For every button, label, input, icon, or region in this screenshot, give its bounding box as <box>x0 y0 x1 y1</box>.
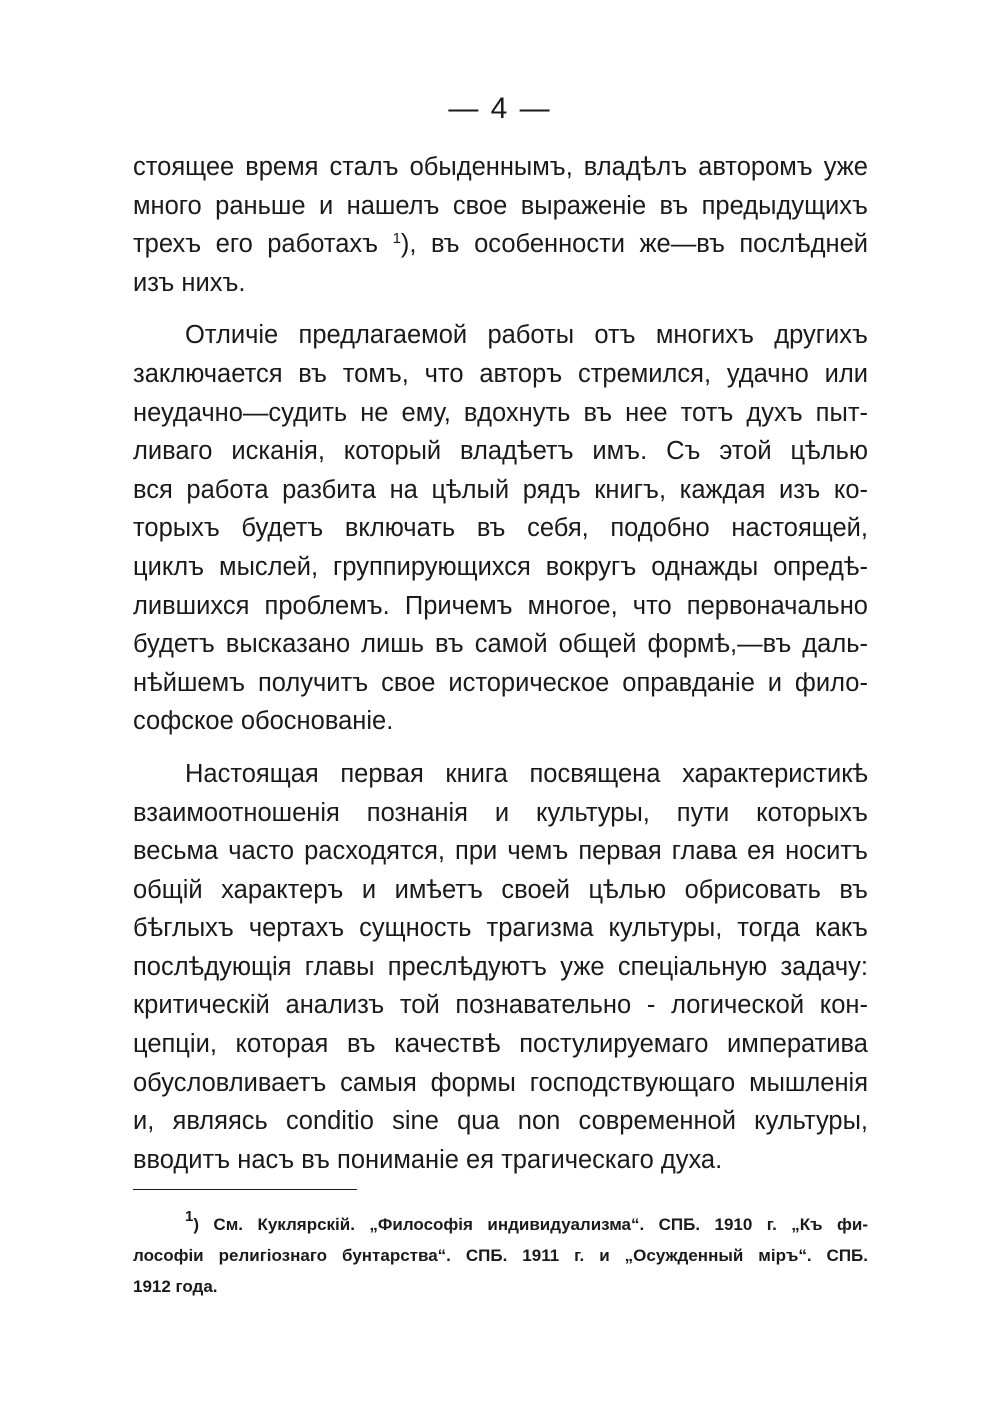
page-number: — 4 — <box>448 92 552 125</box>
text-line: бѣглыхъ чертахъ сущность трагизма культуры, тогда какъ <box>133 914 868 943</box>
text-line: взаимоотношенія познанія и культуры, пути которыхъ <box>133 798 868 827</box>
paragraph-first-book <box>133 755 868 1180</box>
text-line: много раньше и нашелъ свое выраженіе въ предыдущихъ <box>133 191 868 220</box>
footnote <box>133 1209 868 1302</box>
text-line: софское обоснованіе. <box>133 707 394 736</box>
text-line: вся работа разбита на цѣлый рядъ книгъ, каждая изъ ко- <box>133 475 868 504</box>
text-line: Отличіе предлагаемой работы отъ многихъ другихъ <box>185 321 868 350</box>
footnote-line: лософіи религіознаго бунтарства“. СПБ. 1911 г. и „Осужденный міръ“. СПБ. <box>133 1246 868 1265</box>
text-line: лившихся проблемъ. Причемъ многое, что первоначально <box>133 591 868 620</box>
text-line: изъ нихъ. <box>133 268 246 297</box>
text-line: цепціи, которая въ качествѣ постулируемаго императива <box>133 1030 868 1059</box>
text-line: заключается въ томъ, что авторъ стремился, удачно или <box>133 359 868 388</box>
text-segment: ) См. Куклярскій. „Философія индивидуализма“. СПБ. 1910 г. „Къ фи- <box>193 1215 868 1234</box>
text-line: вводитъ насъ въ пониманіе ея трагическаго духа. <box>133 1145 723 1174</box>
text-line: стоящее время сталъ обыденнымъ, владѣлъ авторомъ уже <box>133 153 868 181</box>
text-line: и, являясь conditio sine qua non современной культуры, <box>133 1107 868 1136</box>
text-line: критическій анализъ той познавательно - логической кон- <box>133 991 868 1020</box>
footnote-divider <box>133 1189 357 1190</box>
text-line: нѣйшемъ получитъ свое историческое оправданіе и фило- <box>133 668 868 697</box>
text-line: неудачно—судить не ему, вдохнуть въ нее тотъ духъ пыт- <box>133 398 868 427</box>
footnote-line: 1912 года. <box>133 1277 218 1296</box>
paragraph-continuation <box>133 148 868 302</box>
footnote-marker: 1 <box>185 1208 194 1225</box>
text-line: общій характеръ и имѣетъ своей цѣлью обрисовать въ <box>133 875 868 904</box>
text-line: послѣдующія главы преслѣдуютъ уже спеціальную задачу: <box>133 952 868 981</box>
text-line: весьма часто расходятся, при чемъ первая глава ея носитъ <box>133 837 868 866</box>
text-line: Настоящая первая книга посвящена характеристикѣ <box>185 759 868 788</box>
body-text <box>133 148 868 1179</box>
text-line-with-footnote-ref <box>133 225 868 264</box>
footnote-line <box>133 1209 868 1240</box>
text-line: циклъ мыслей, группирующихся вокругъ однажды опредѣ- <box>133 552 868 581</box>
footnote-reference: 1 <box>392 230 401 248</box>
paragraph-distinction <box>133 316 868 741</box>
text-line: торыхъ будетъ включать въ себя, подобно настоящей, <box>133 514 868 543</box>
text-line: будетъ высказано лишь въ самой общей формѣ,—въ даль- <box>133 630 868 659</box>
text-line: обусловливаетъ самыя формы господствующаго мышленія <box>133 1068 868 1097</box>
text-segment: трехъ его работахъ <box>133 230 379 259</box>
text-line: ливаго исканія, который владѣетъ имъ. Съ этой цѣлью <box>133 437 868 466</box>
text-segment: ), въ особенности же—въ послѣдней <box>400 230 868 259</box>
